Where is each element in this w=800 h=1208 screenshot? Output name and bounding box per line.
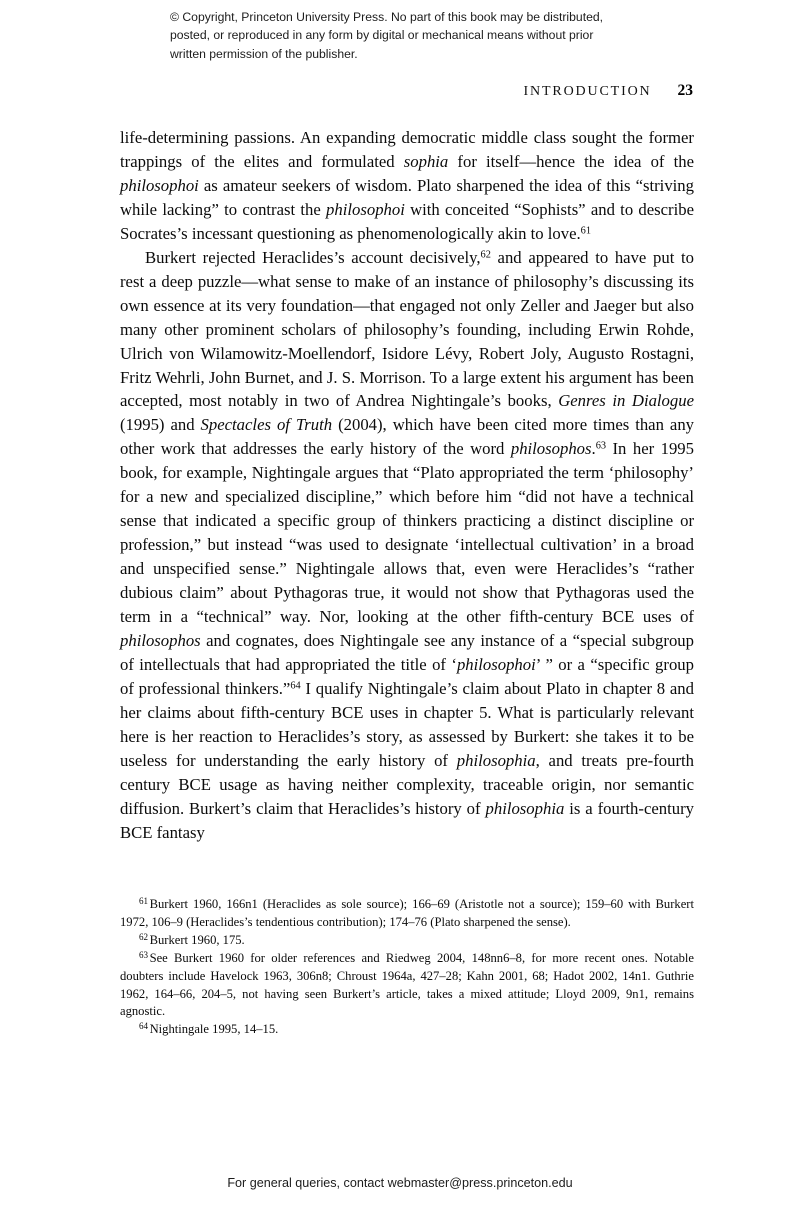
footnote-item: $^{63}$ See Burkert 1960 for older references and Riedweg 2004, 148nn6–8, for more recent ones. Notable doubters include Havelock 1963, 306n8; Chroust 1964a, 427–28; Kahn 2001, 68; Hadot 2002, 14n1. Guthrie 1962, 164–66, 204–5, not having seen Burkert’s article, takes a mixed attitude; Lloyd 2009, 9n1, remains agnostic. — [120, 949, 694, 1019]
body-text — [120, 126, 694, 845]
footnote-item: $^{61}$ Burkert 1960, 166n1 (Heraclides as sole source); 166–69 (Aristotle not a source); 159–60 with Burkert 1972, 106–9 (Heraclides’s tendentious contribution); 174–76 (Plato sharpened the sense). — [120, 895, 694, 929]
body-paragraph: Burkert rejected Heraclides’s account decisively,$^{62}$ and appeared to have put to rest a deep puzzle—what sense to make of an instance of philosophy’s discussing its own essence at its very foundation—that engaged not only Zeller and Jaeger but also many other prominent scholars of philosophy’s founding, including Erwin Rohde, Ulrich von Wilamowitz-Moellendorf, Isidore Lévy, Robert Joly, Augusto Rostagni, Fritz Wehrli, John Burnet, and J. S. Morrison. To a large extent his argument has been accepted, most notably in two of Andrea Nightingale’s books, Genres in Dialogue (1995) and Spectacles of Truth (2004), which have been cited more times than any other work that addresses the early history of the word philosophos.$^{63}$ In her 1995 book, for example, Nightingale argues that “Plato appropriated the term ‘philosophy’ for a new and specialized discipline,” which before him “did not have a technical sense that indicated a specific group of thinkers practicing a distinct discipline or profession,” but instead “was used to designate ‘intellectual cultivation’ in a broad and unspecified sense.” Nightingale allows that, even were Heraclides’s “rather dubious claim” about Pythagoras true, it would not show that Pythagoras used the term in a “technical” way. Nor, looking at the other fifth-century BCE uses of philosophos and cognates, does Nightingale see any instance of a “special subgroup of intellectuals that had appropriated the title of ‘philosophoi’ ” or a “specific group of professional thinkers.”$^{64}$ I qualify Nightingale’s claim about Plato in chapter 8 and her claims about fifth-century BCE uses in chapter 5. What is particularly relevant here is her reaction to Heraclides’s story, as assessed by Burkert: she takes it to be useless for understanding the early history of philosophia, and treats pre-fourth century BCE usage as having neither complexity, traceable origin, nor semantic diffusion. Burkert’s claim that Heraclides’s history of philosophia is a fourth-century BCE fantasy — [120, 247, 695, 842]
footnote-marker: 64 — [139, 1021, 149, 1032]
running-head-title: INTRODUCTION — [523, 84, 652, 99]
page-footer: For general queries, contact webmaster@press.princeton.edu — [227, 1176, 573, 1190]
body-paragraph: life-determining passions. An expanding democratic middle class sought the former trappings of the elites and formulated sophia for itself—hence the idea of the philosophoi as amateur seekers of wisdom. Plato sharpened the idea of this “striving while lacking” to contrast the philosophoi with conceited “Sophists” and to describe Socrates’s incessant questioning as phenomenologically akin to love.$^{61}$ — [120, 128, 695, 243]
footnote-item: $^{62}$ Burkert 1960, 175. — [139, 931, 245, 947]
footnote-item: $^{64}$ Nightingale 1995, 14–15. — [139, 1021, 279, 1037]
copyright-notice: © Copyright, Princeton University Press. No part of this book may be distributed, posted, or reproduced in any form by digital or mechanical means without prior written permission of the publisher. — [170, 10, 604, 61]
footnote-marker: 61 — [139, 895, 149, 906]
page-number: 23 — [677, 82, 693, 99]
running-head — [120, 82, 693, 100]
footnote-marker: 62 — [139, 931, 149, 942]
footnote-marker: 63 — [139, 949, 149, 960]
footnotes — [120, 896, 694, 1039]
